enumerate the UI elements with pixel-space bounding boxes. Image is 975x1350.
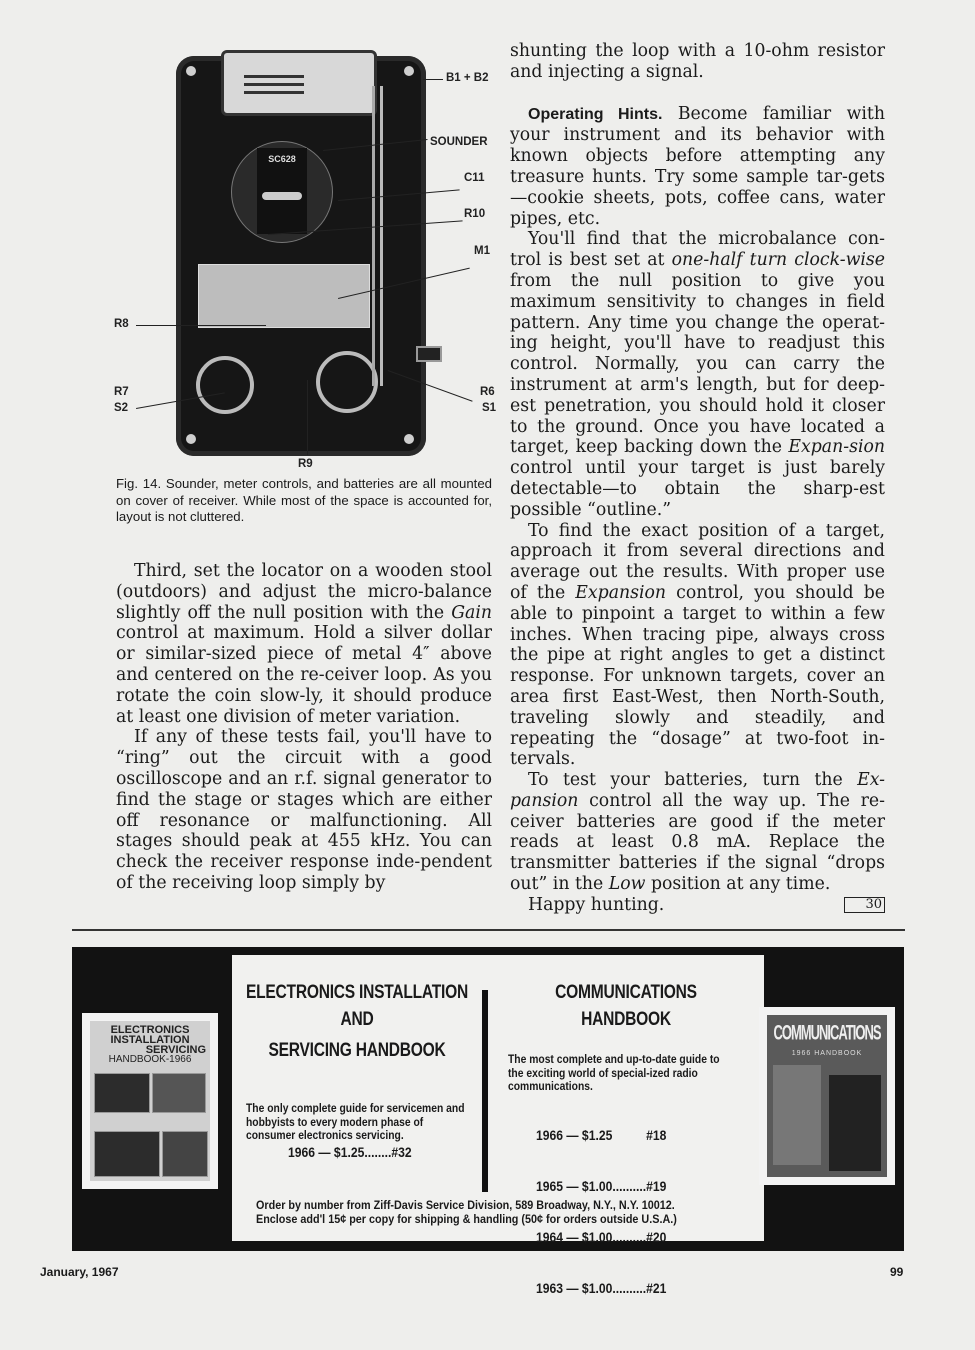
label-r9: R9 <box>298 458 313 470</box>
electronics-handbook-title: ELECTRONICS INSTALLATION AND SERVICING HANDBOOK <box>245 982 469 1061</box>
receiver-cover-photo <box>176 56 426 456</box>
cover-photo <box>162 1131 208 1177</box>
cover-title-line: SERVICING <box>145 1044 206 1056</box>
cover-title-line: INSTALLATION <box>110 1034 190 1046</box>
sounder <box>231 141 333 243</box>
communications-handbook-description: The most complete and up-to-date guide to the exciting world of special-ized radio communications. <box>508 1052 720 1093</box>
paragraph: Happy hunting. 30 <box>510 895 885 916</box>
left-column <box>116 561 492 894</box>
cover-title-line: ELECTRONICS <box>110 1024 190 1036</box>
paragraph: Operating Hints. Become familiar with your instrument and its behavior with known objects before attempting any treasure hunts. Try some sample tar-gets—cookie sheets, pots, coffee cans, water pipes, etc. <box>510 103 885 229</box>
page-number: 99 <box>890 1265 904 1279</box>
figure-caption: Fig. 14. Sounder, meter controls, and batteries are all mounted on cover of receiver. While most of the space is accounted for, layout is not cluttered. <box>116 476 492 524</box>
sounder-marking: SC628 <box>257 148 307 234</box>
screw-hole <box>186 66 196 76</box>
battery-pack <box>221 50 377 116</box>
label-m1: M1 <box>474 245 490 257</box>
section-heading: Operating Hints. <box>528 105 663 123</box>
electronics-handbook-price: 1966 — $1.25........#32 <box>288 1145 412 1160</box>
end-mark: 30 <box>844 897 885 913</box>
wire <box>380 86 383 386</box>
cover-title-line: HANDBOOK-1966 <box>108 1054 192 1065</box>
electronics-handbook-description: The only complete guide for servicemen and hobbyists to every modern phase of consumer electronics servicing. <box>246 1101 465 1142</box>
label-sounder: SOUNDER <box>430 136 488 148</box>
screw-hole <box>404 434 414 444</box>
cover-photo <box>152 1073 206 1113</box>
figure-14 <box>108 40 500 470</box>
ad-text-panel <box>232 955 764 1296</box>
label-b1-b2: B1 + B2 <box>446 72 489 84</box>
right-column <box>510 41 885 916</box>
screw-hole <box>186 434 196 444</box>
paragraph: You'll find that the microbalance con-trol is best set at one-half turn clock-wise from the null position to give you maximum sensitivity to changes in field pattern. Any time you change the operat-ing height, you'll have to readjust this control. Normally, you can carry the instrument at arm's length, but for deep-est penetration, you should hold it closer to the ground. Once you have located a target, keep backing down the Expan-sion control until your target is just barely detectable—to obtain the sharp-est possible “outline.” <box>510 229 885 520</box>
cover-photo <box>94 1131 160 1177</box>
ad-divider <box>482 990 488 1192</box>
communications-handbook-title: COMMUNICATIONS HANDBOOK <box>555 982 697 1030</box>
issue-date: January, 1967 <box>40 1265 119 1279</box>
electronics-handbook-cover <box>82 1013 218 1189</box>
screw-hole <box>404 66 414 76</box>
label-c11: C11 <box>464 172 485 184</box>
label-r10: R10 <box>464 208 486 220</box>
paragraph: shunting the loop with a 10-ohm resistor and injecting a signal. <box>510 41 885 82</box>
label-r7: R7 <box>114 386 129 398</box>
cover-photo <box>94 1073 150 1113</box>
control-r6-s1 <box>316 351 378 413</box>
label-s2: S2 <box>114 402 129 414</box>
paragraph: Third, set the locator on a wooden stool (outdoors) and adjust the micro-balance slightly off the null position with the Gain control at maximum. Hold a silver dollar or similar-sized piece of metal 4″ above and centered on the re-ceiver loop. As you rotate the coin slow-ly, it should produce at least one division of meter variation. <box>116 561 492 727</box>
cover-title: COMMUNICATIONS <box>773 1020 881 1045</box>
order-instructions: Order by number from Ziff-Davis Service Division, 589 Broadway, N.Y., N.Y. 10012. Enclose add'l 15¢ per copy for shipping & handling (50¢ for orders outside U.S.A.) <box>256 1198 677 1226</box>
communications-handbook-prices: 1966 — $1.25 #18 1965 — $1.00..........#19 1964 — $1.00..........#20 1963 — $1.00..........#21 <box>536 1128 667 1296</box>
cover-text-block <box>773 1065 821 1165</box>
cover-subtitle: 1966 HANDBOOK <box>791 1050 863 1057</box>
paragraph: To test your batteries, turn the Ex-pansion control all the way up. The re-ceiver batteries are good if the meter reads at least 0.8 mA. Replace the transmitter batteries if the signal “drops out” in the Low position at any time. <box>510 770 885 895</box>
control-r7-s2 <box>196 356 254 414</box>
label-r8: R8 <box>114 318 129 330</box>
paragraph: If any of these tests fail, you'll have to “ring” out the circuit with a good oscilloscope and an r.f. signal generator to find the stage or stages which are either off resonance or malfunctioning. All stages should peak at 455 kHz. You can check the receiver response inde-pendent of the receiving loop simply by <box>116 727 492 893</box>
label-r6: R6 <box>480 386 495 398</box>
label-s1: S1 <box>482 402 497 414</box>
paragraph: To find the exact position of a target, approach it from several directions and average out the results. With proper use of the Expansion control, you should be able to pinpoint a target to within a few inches. When tracing pipe, always cross the pipe at right angles to get a distinct response. For unknown targets, cover an area first East-West, then North-South, traveling slowly and steadily, and repeating the “dosage” at two-foot in-tervals. <box>510 520 885 770</box>
connector-plug <box>416 346 442 362</box>
section-divider <box>72 929 905 931</box>
capacitor-c11 <box>262 192 302 200</box>
wire <box>372 86 375 386</box>
communications-handbook-cover <box>759 1007 895 1185</box>
cover-radio-image <box>829 1075 881 1171</box>
